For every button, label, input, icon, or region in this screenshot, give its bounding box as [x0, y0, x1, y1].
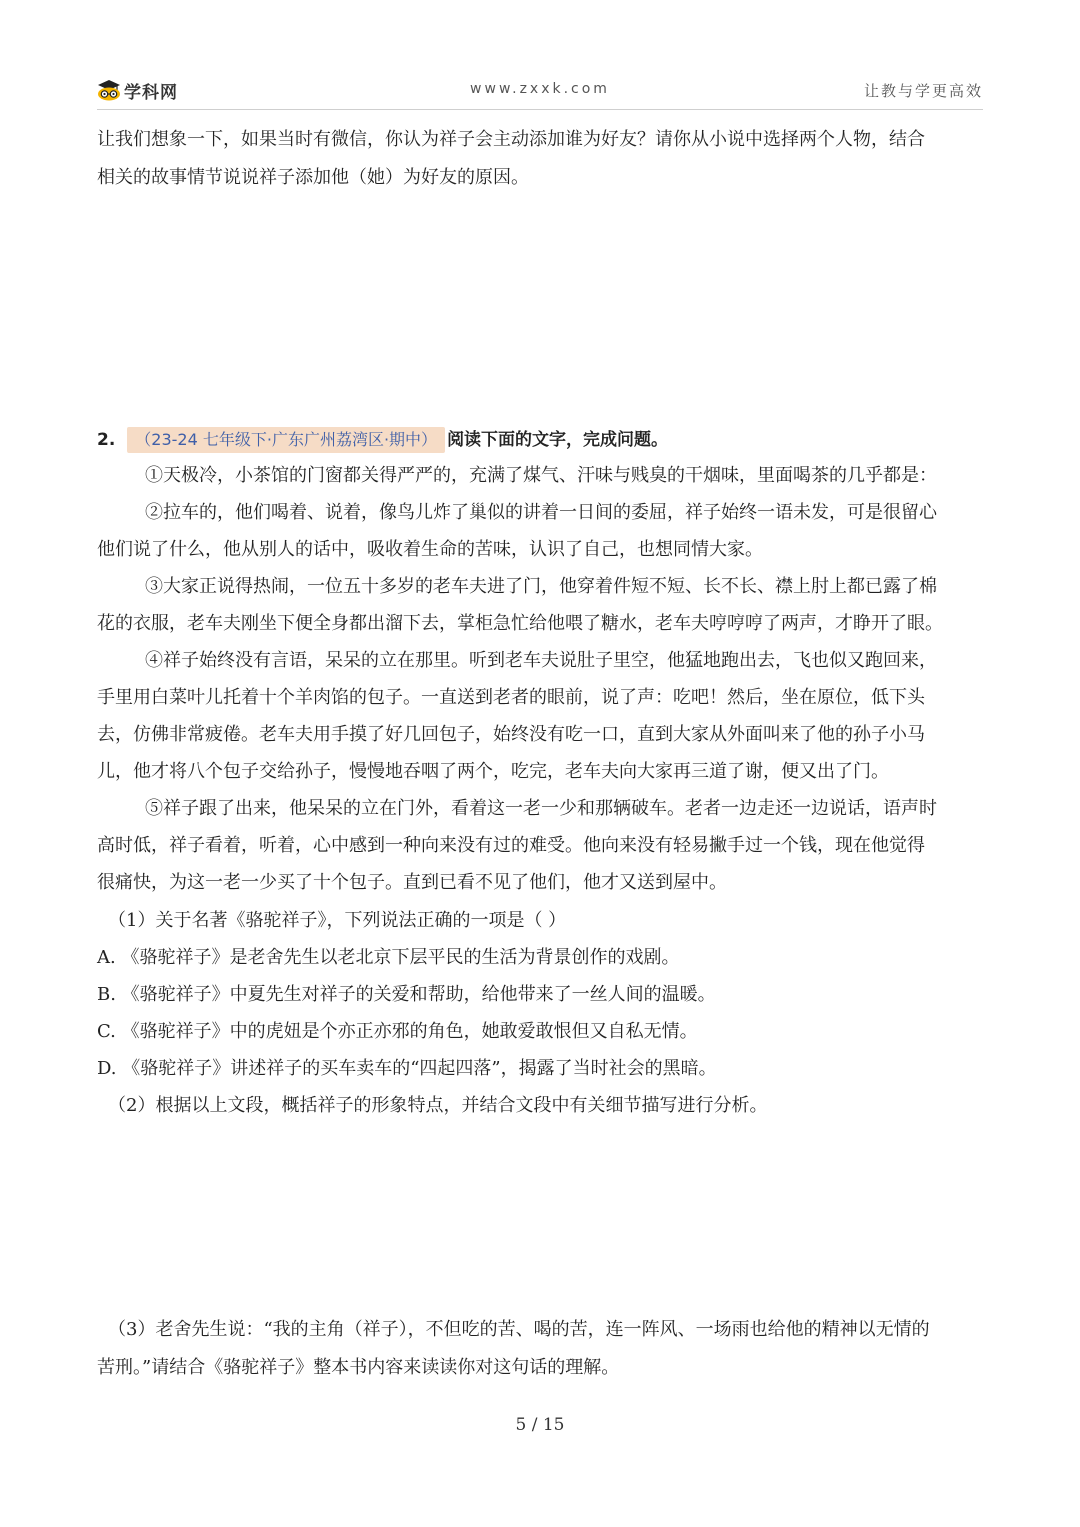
- question-text-line: 让我们想象一下，如果当时有微信，你认为祥子会主动添加谁为好友？请你从小说中选择两个人物，结合: [97, 129, 925, 150]
- question-2-heading: [97, 427, 668, 453]
- question-source-tag[interactable]: （23-24 七年级下·广东广州荔湾区·期中）: [127, 427, 445, 453]
- sub-question-3-continued: 苦刑。”请结合《骆驼祥子》整本书内容来读读你对这句话的理解。: [97, 1357, 620, 1378]
- passage-line: 儿，他才将八个包子交给孙子，慢慢地吞咽了两个，吃完，老车夫向大家再三道了谢，便又出了门。: [97, 761, 889, 782]
- sub-question-2: （2）根据以上文段，概括祥子的形象特点，并结合文段中有关细节描写进行分析。: [108, 1095, 768, 1116]
- sub-question-3: （3）老舍先生说：“我的主角（祥子），不但吃的苦、喝的苦，连一阵风、一场雨也给他的精神以无情的: [108, 1319, 930, 1340]
- passage-line: 他们说了什么，他从别人的话中，吸收着生命的苦味，认识了自己，也想同情大家。: [97, 539, 763, 560]
- passage-line: ③大家正说得热闹，一位五十多岁的老车夫进了门，他穿着件短不短、长不长、襟上肘上都已露了棉: [145, 576, 937, 597]
- page-header: [0, 0, 1080, 110]
- passage-line: ②拉车的，他们喝着、说着，像鸟儿炸了巢似的讲着一日间的委屈，祥子始终一语未发，可是很留心: [145, 502, 937, 523]
- site-url[interactable]: www.zxxk.com: [470, 81, 610, 97]
- option-b[interactable]: B. 《骆驼祥子》中夏先生对祥子的关爱和帮助，给他带来了一丝人间的温暖。: [97, 984, 716, 1005]
- option-c[interactable]: C. 《骆驼祥子》中的虎妞是个亦正亦邪的角色，她敢爱敢恨但又自私无情。: [97, 1021, 698, 1042]
- passage-line: 很痛快，为这一老一少买了十个包子。直到已看不见了他们，他才又送到屋中。: [97, 872, 727, 893]
- passage-line: 高时低，祥子看着，听着，心中感到一种向来没有过的难受。他向来没有轻易撇手过一个钱，现在他觉得: [97, 835, 925, 856]
- passage-line: ⑤祥子跟了出来，他呆呆的立在门外，看着这一老一少和那辆破车。老者一边走还一边说话，语声时: [145, 798, 937, 819]
- header-divider: [97, 109, 983, 110]
- passage-line: 去，仿佛非常疲倦。老车夫用手摸了好几回包子，始终没有吃一口，直到大家从外面叫来了他的孙子小马: [97, 724, 925, 745]
- question-instruction: 阅读下面的文字，完成问题。: [447, 430, 669, 450]
- option-d[interactable]: D. 《骆驼祥子》讲述祥子的买车卖车的“四起四落”，揭露了当时社会的黑暗。: [97, 1058, 717, 1079]
- slogan: 让教与学更高效: [863, 82, 983, 100]
- passage-line: 手里用白菜叶儿托着十个羊肉馅的包子。一直送到老者的眼前，说了声：吃吧！然后，坐在原位，低下头: [97, 687, 925, 708]
- option-a[interactable]: A. 《骆驼祥子》是老舍先生以老北京下层平民的生活为背景创作的戏剧。: [97, 947, 680, 968]
- page-number: 5 / 15: [515, 1415, 565, 1435]
- passage-line: ①天极冷，小茶馆的门窗都关得严严的，充满了煤气、汗味与贱臭的干烟味，里面喝茶的几乎都是：: [145, 465, 937, 486]
- question-text-line: 相关的故事情节说说祥子添加他（她）为好友的原因。: [97, 167, 529, 188]
- sub-question-1: （1）关于名著《骆驼祥子》，下列说法正确的一项是（ ）: [108, 910, 567, 931]
- passage-line: ④祥子始终没有言语，呆呆的立在那里。听到老车夫说肚子里空，他猛地跑出去，飞也似又跑回来，: [145, 650, 937, 671]
- question-number: 2.: [97, 430, 116, 450]
- passage-line: 花的衣服，老车夫刚坐下便全身都出溜下去，掌柜急忙给他喂了糖水，老车夫哼哼哼了两声，才睁开了眼。: [97, 613, 943, 634]
- logo-text: 学科网: [124, 82, 178, 103]
